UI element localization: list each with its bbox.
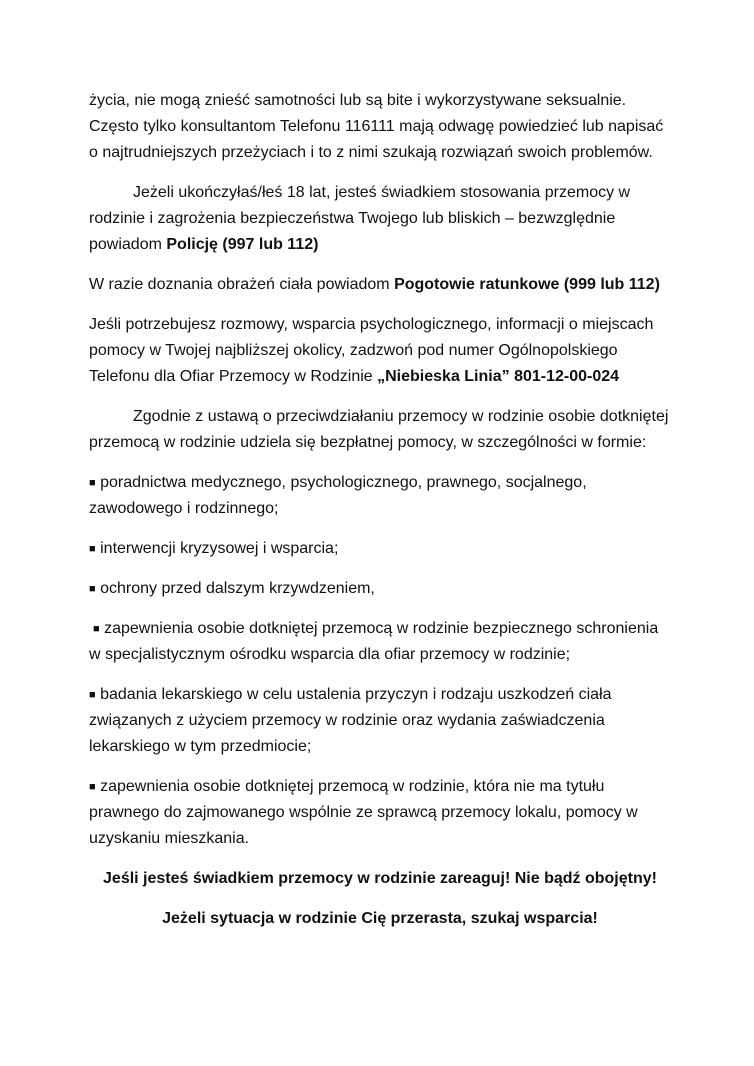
list-item [89, 576, 671, 602]
blue-line-number: „Niebieska Linia” 801-12-00-024 [377, 368, 620, 385]
list-item-text: zapewnienia osobie dotkniętej przemocą w rodzinie, która nie ma tytułu prawnego do zajmowanego wspólnie ze sprawcą przemocy lokalu, pomocy w uzyskaniu mieszkania. [89, 778, 638, 847]
list-item-text: badania lekarskiego w celu ustalenia przyczyn i rodzaju uszkodzeń ciała związanych z użyciem przemocy w rodzinie oraz wydania zaświadczenia lekarskiego w tym przedmiocie; [89, 686, 612, 755]
ambulance-number: Pogotowie ratunkowe (999 lub 112) [394, 276, 660, 293]
paragraph-ambulance [89, 272, 671, 298]
paragraph-police [89, 180, 671, 258]
square-bullet-icon: ■ [93, 623, 100, 635]
square-bullet-icon: ■ [89, 781, 96, 793]
closing-support: Jeżeli sytuacja w rodzinie Cię przerasta, szukaj wsparcia! [162, 910, 598, 927]
paragraph-blue-line-text: Jeśli potrzebujesz rozmowy, wsparcia psychologicznego, informacji o miejscach pomocy w Twojej najbliższej okolicy, zadzwoń pod numer Ogólnopolskiego Telefonu dla Ofiar Przemocy w Rodzinie [89, 316, 654, 385]
square-bullet-icon: ■ [89, 477, 96, 489]
square-bullet-icon: ■ [89, 543, 96, 555]
list-item [89, 470, 671, 522]
paragraph-intro-text: życia, nie mogą znieść samotności lub są bite i wykorzystywane seksualnie. Często tylko konsultantom Telefonu 116111 mają odwagę powiedzieć lub napisać o najtrudniejszych przeżyciach i to z nimi szukają rozwiązań swoich problemów. [89, 92, 664, 161]
paragraph-ambulance-text: W razie doznania obrażeń ciała powiadom [89, 276, 395, 293]
square-bullet-icon: ■ [89, 689, 96, 701]
list-item [89, 682, 671, 760]
list-item-text: poradnictwa medycznego, psychologicznego, prawnego, socjalnego, zawodowego i rodzinnego; [89, 474, 587, 517]
paragraph-law [89, 404, 671, 456]
list-item-text: interwencji kryzysowej i wsparcia; [100, 540, 339, 557]
police-number: Policję (997 lub 112) [166, 236, 319, 253]
paragraph-blue-line [89, 312, 671, 390]
list-item [89, 536, 671, 562]
closing-call-to-action: Jeśli jesteś świadkiem przemocy w rodzinie zareaguj! Nie bądź obojętny! [103, 870, 657, 887]
square-bullet-icon: ■ [89, 583, 96, 595]
paragraph-police-text: Jeżeli ukończyłaś/łeś 18 lat, jesteś świadkiem stosowania przemocy w rodzinie i zagrożenia bezpieczeństwa Twojego lub bliskich – bezwzględnie powiadom [89, 184, 631, 253]
list-item [89, 616, 671, 668]
list-item [89, 774, 671, 852]
paragraph-intro [89, 88, 671, 166]
paragraph-law-text: Zgodnie z ustawą o przeciwdziałaniu przemocy w rodzinie osobie dotkniętej przemocą w rodzinie udziela się bezpłatnej pomocy, w szczególności w formie: [89, 408, 669, 451]
document-body [89, 88, 671, 946]
list-item-text: ochrony przed dalszym krzywdzeniem, [100, 580, 375, 597]
list-item-text: zapewnienia osobie dotkniętej przemocą w rodzinie bezpiecznego schronienia w specjalistycznym ośrodku wsparcia dla ofiar przemocy w rodzinie; [89, 620, 659, 663]
